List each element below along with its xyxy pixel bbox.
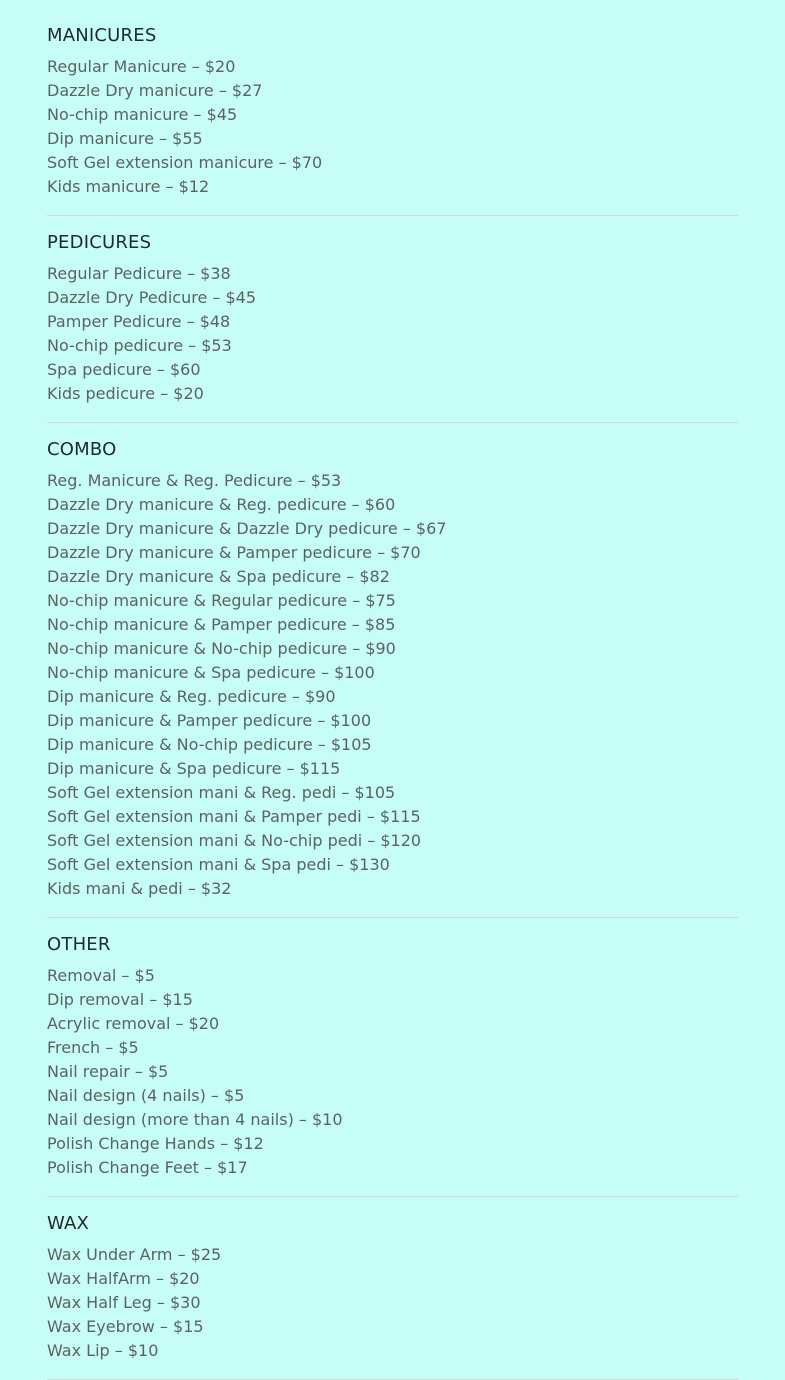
section-wax (47, 1212, 738, 1380)
price-item: Pamper Pedicure – $48 (47, 312, 231, 331)
price-item: Polish Change Hands – $12 (47, 1134, 264, 1153)
price-item: Dip removal – $15 (47, 990, 193, 1009)
price-item: Soft Gel extension mani & No-chip pedi – $120 (47, 831, 422, 850)
section-title-wax: WAX (47, 1213, 90, 1234)
price-item: Dip manicure & Reg. pedicure – $90 (47, 687, 336, 706)
price-item: No-chip manicure & Spa pedicure – $100 (47, 663, 375, 682)
price-item: Polish Change Feet – $17 (47, 1158, 248, 1177)
section-title-combo: COMBO (47, 439, 117, 460)
price-item: Dip manicure & No-chip pedicure – $105 (47, 735, 372, 754)
price-item: Wax Eyebrow – $15 (47, 1317, 204, 1336)
manicures-list (47, 55, 738, 199)
price-item: No-chip manicure – $45 (47, 105, 238, 124)
section-pedicures (47, 231, 738, 423)
pedicures-list (47, 262, 738, 406)
price-item: No-chip manicure & Pamper pedicure – $85 (47, 615, 396, 634)
price-item: No-chip manicure & Regular pedicure – $75 (47, 591, 396, 610)
price-item: No-chip pedicure – $53 (47, 336, 232, 355)
section-other (47, 933, 738, 1197)
price-item: Spa pedicure – $60 (47, 360, 201, 379)
price-item: Soft Gel extension manicure – $70 (47, 153, 323, 172)
price-item: Wax HalfArm – $20 (47, 1269, 200, 1288)
price-item: No-chip manicure & No-chip pedicure – $90 (47, 639, 396, 658)
price-item: Wax Under Arm – $25 (47, 1245, 222, 1264)
other-list (47, 964, 738, 1180)
section-title-manicures: MANICURES (47, 25, 157, 46)
wax-list (47, 1243, 738, 1363)
price-item: Nail design (4 nails) – $5 (47, 1086, 245, 1105)
price-item: Reg. Manicure & Reg. Pedicure – $53 (47, 471, 342, 490)
price-item: Wax Half Leg – $30 (47, 1293, 201, 1312)
section-combo (47, 438, 738, 918)
price-item: Dip manicure & Spa pedicure – $115 (47, 759, 341, 778)
section-manicures (47, 24, 738, 216)
price-item: Soft Gel extension mani & Spa pedi – $130 (47, 855, 390, 874)
price-item: Dazzle Dry manicure & Dazzle Dry pedicure – $67 (47, 519, 447, 538)
section-title-pedicures: PEDICURES (47, 232, 152, 253)
price-item: Dazzle Dry manicure & Spa pedicure – $82 (47, 567, 390, 586)
price-item: Dazzle Dry manicure & Reg. pedicure – $60 (47, 495, 396, 514)
price-item: Acrylic removal – $20 (47, 1014, 220, 1033)
price-item: Nail repair – $5 (47, 1062, 169, 1081)
price-item: Soft Gel extension mani & Pamper pedi – $115 (47, 807, 421, 826)
price-item: Regular Pedicure – $38 (47, 264, 231, 283)
combo-list (47, 469, 738, 901)
price-item: Kids mani & pedi – $32 (47, 879, 232, 898)
price-item: Nail design (more than 4 nails) – $10 (47, 1110, 343, 1129)
price-item: Regular Manicure – $20 (47, 57, 236, 76)
price-item: Dazzle Dry Pedicure – $45 (47, 288, 256, 307)
section-title-other: OTHER (47, 934, 111, 955)
price-item: Removal – $5 (47, 966, 155, 985)
price-item: Soft Gel extension mani & Reg. pedi – $105 (47, 783, 396, 802)
price-item: French – $5 (47, 1038, 139, 1057)
price-item: Kids pedicure – $20 (47, 384, 204, 403)
price-item: Dazzle Dry manicure & Pamper pedicure – $70 (47, 543, 421, 562)
price-item: Wax Lip – $10 (47, 1341, 159, 1360)
price-item: Dip manicure & Pamper pedicure – $100 (47, 711, 372, 730)
price-item: Dazzle Dry manicure – $27 (47, 81, 263, 100)
price-item: Dip manicure – $55 (47, 129, 203, 148)
price-item: Kids manicure – $12 (47, 177, 210, 196)
